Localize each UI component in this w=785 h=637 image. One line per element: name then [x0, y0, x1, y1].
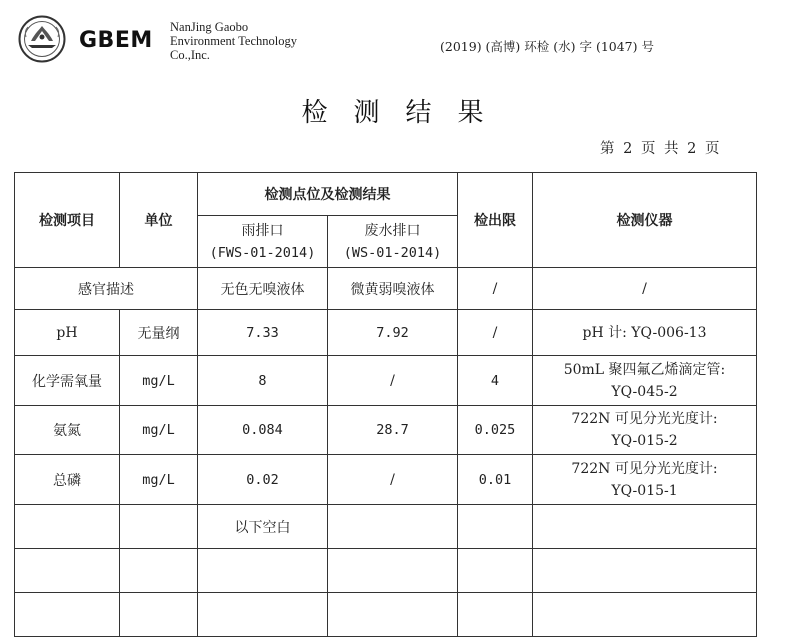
row-result-1: 0.02 [198, 455, 328, 505]
row-result-1: 0.084 [198, 406, 328, 455]
page-title: 检测结果 [301, 98, 510, 128]
row-limit: 4 [458, 356, 533, 406]
row-limit: 0.01 [458, 455, 533, 505]
row-result-2: 28.7 [328, 406, 458, 455]
row-unit: mg/L [120, 455, 198, 505]
header-item: 检测项目 [15, 173, 120, 268]
row-result-1: 7.33 [198, 310, 328, 356]
page-indicator: 第 2 页 共 2 页 [600, 141, 722, 157]
results-table [14, 172, 757, 637]
row-limit: 0.025 [458, 406, 533, 455]
row-result-1: 无色无嗅液体 [198, 268, 328, 310]
row-unit: 无量纲 [120, 310, 198, 356]
table-row [15, 268, 757, 310]
table-row [15, 356, 757, 406]
row-limit: / [458, 268, 533, 310]
table-row-blank-note [15, 505, 757, 549]
company-line-3: Co.,Inc. [170, 48, 210, 62]
instrument-line-1: 50mL 聚四氟乙烯滴定管: [563, 361, 726, 378]
table-row-empty [15, 593, 757, 637]
row-result-2: 微黄弱嗅液体 [328, 268, 458, 310]
row-instrument [533, 356, 757, 406]
row-unit: mg/L [120, 406, 198, 455]
header-instrument: 检测仪器 [533, 173, 757, 268]
header-unit: 单位 [120, 173, 198, 268]
row-label: pH [15, 310, 120, 356]
instrument-line-1: 722N 可见分光光度计: [571, 411, 718, 427]
header-point-2 [328, 216, 458, 268]
company-line-1: NanJing Gaobo [170, 20, 249, 34]
table-row [15, 455, 757, 505]
row-result-2: 7.92 [328, 310, 458, 356]
row-result-2: / [328, 356, 458, 406]
row-unit: mg/L [120, 356, 198, 406]
row-label: 总磷 [15, 455, 120, 505]
table-row [15, 310, 757, 356]
point-2-name: 废水排口 [364, 222, 421, 239]
row-instrument [533, 406, 757, 455]
point-1-code: (FWS-01-2014) [209, 244, 316, 261]
row-label: 感官描述 [15, 268, 198, 310]
instrument-line-2: YQ-015-1 [611, 482, 678, 499]
row-label: 氨氮 [15, 406, 120, 455]
row-limit: / [458, 310, 533, 356]
row-instrument: / [533, 268, 757, 310]
instrument-line-2: YQ-015-2 [611, 433, 678, 449]
row-label: 化学需氧量 [15, 356, 120, 406]
header-points-group: 检测点位及检测结果 [198, 173, 458, 216]
blank-note: 以下空白 [198, 505, 328, 549]
instrument-line-1: 722N 可见分光光度计: [571, 460, 718, 477]
company-name [170, 20, 297, 62]
row-instrument [533, 455, 757, 505]
brand-name: GBEM [79, 28, 153, 53]
header-limit: 检出限 [458, 173, 533, 268]
row-result-1: 8 [198, 356, 328, 406]
point-2-code: (WS-01-2014) [343, 244, 442, 261]
table-row-empty [15, 549, 757, 593]
row-result-2: / [328, 455, 458, 505]
company-line-2: Environment Technology [170, 34, 297, 48]
table-row [15, 406, 757, 455]
instrument-line-2: YQ-045-2 [611, 383, 678, 400]
row-instrument: pH 计: YQ-006-13 [533, 310, 757, 356]
header-point-1 [198, 216, 328, 268]
document-number: (2019) (高博) 环检 (水) 字 (1047) 号 [440, 39, 654, 54]
table-header-row [15, 173, 757, 216]
point-1-name: 雨排口 [241, 222, 284, 239]
company-logo-icon [18, 15, 66, 63]
